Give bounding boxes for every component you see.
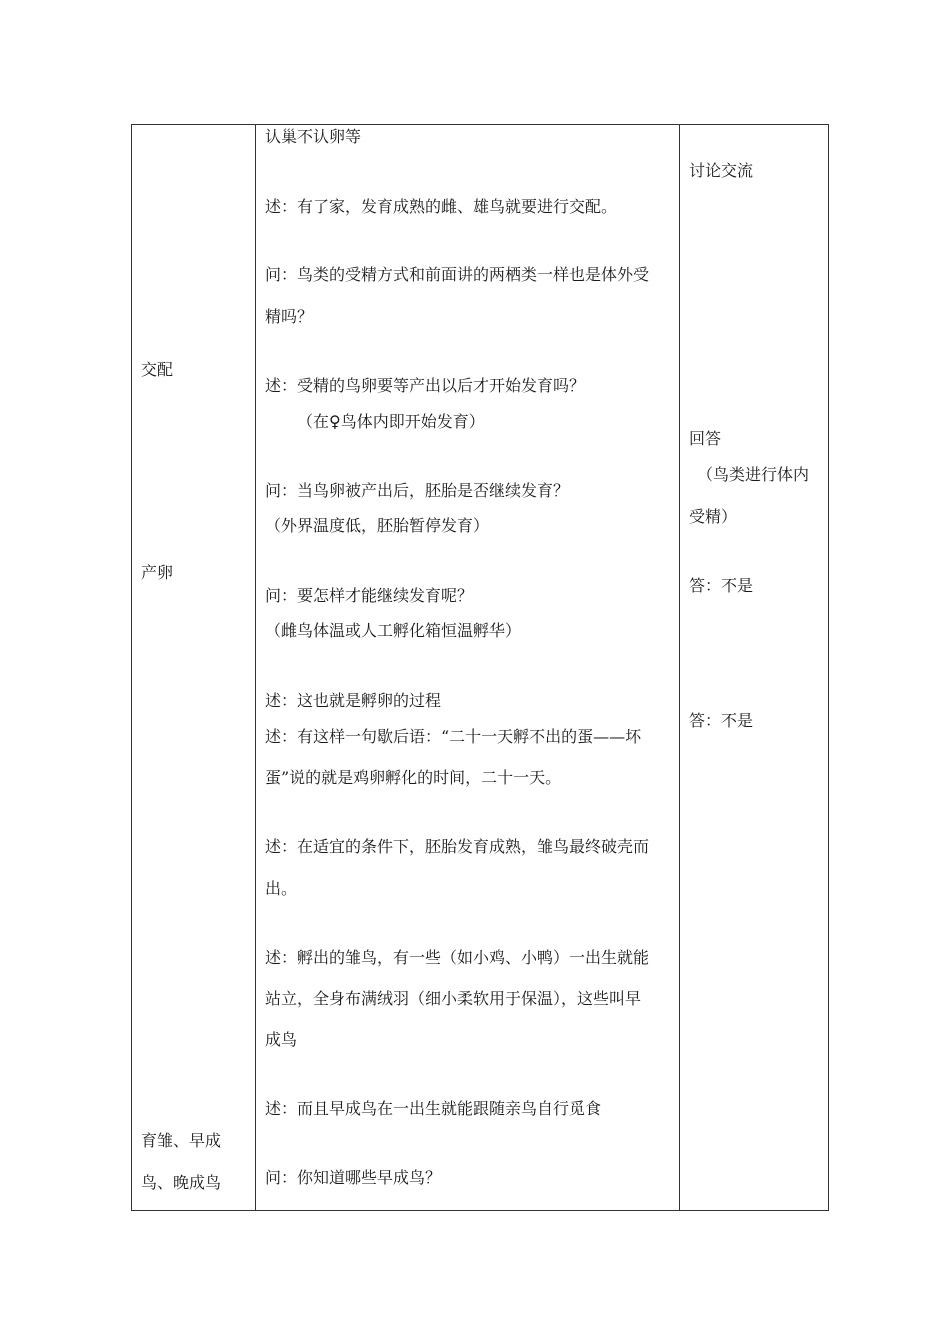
teacher-line: 述：受精的鸟卵要等产出以后才开始发育吗？	[265, 376, 586, 395]
teacher-line: 述：孵出的雏鸟，有一些（如小鸡、小鸭）一出生就能	[265, 948, 650, 967]
student-activity: 回答	[689, 429, 722, 448]
teacher-line: 问：你知道哪些早成鸟？	[265, 1168, 442, 1187]
student-activity: 受精）	[689, 507, 738, 526]
student-activity: （鸟类进行体内	[697, 465, 810, 484]
teacher-line: 蛋”说的就是鸡卵孵化的时间，二十一天。	[265, 768, 562, 787]
teacher-line: 述：有这样一句歇后语：“二十一天孵不出的蛋——坏	[265, 727, 642, 746]
topic-chick-rearing-line2: 鸟、晚成鸟	[141, 1173, 222, 1192]
column-divider-2	[679, 125, 680, 1210]
teacher-line: 站立，全身布满绒羽（细小柔软用于保温），这些叫早	[265, 989, 642, 1008]
teacher-line: 述：有了家，发育成熟的雌、雄鸟就要进行交配。	[265, 197, 618, 216]
teacher-line: 成鸟	[265, 1030, 298, 1049]
student-activity: 答：不是	[689, 711, 754, 730]
teacher-line: （外界温度低，胚胎暂停发育）	[265, 516, 490, 535]
teacher-line: （在♀鸟体内即开始发育）	[297, 412, 485, 431]
topic-egg-laying: 产卵	[141, 563, 174, 582]
student-activity: 答：不是	[689, 576, 754, 595]
student-activity: 讨论交流	[689, 161, 754, 180]
teacher-line: 认巢不认卵等	[265, 127, 362, 146]
teacher-line: （雌鸟体温或人工孵化箱恒温孵华）	[265, 621, 522, 640]
teacher-line: 述：在适宜的条件下，胚胎发育成熟，雏鸟最终破壳而	[265, 837, 650, 856]
teacher-line: 述：而且早成鸟在一出生就能跟随亲鸟自行觅食	[265, 1099, 602, 1118]
teacher-line: 问：要怎样才能继续发育呢？	[265, 586, 474, 605]
topic-mating: 交配	[141, 360, 174, 379]
teacher-line: 问：鸟类的受精方式和前面讲的两栖类一样也是体外受	[265, 265, 650, 284]
teacher-line: 述：这也就是孵卵的过程	[265, 691, 442, 710]
teacher-line: 问：当鸟卵被产出后，胚胎是否继续发育？	[265, 481, 570, 500]
topic-chick-rearing-line1: 育雏、早成	[141, 1131, 222, 1150]
column-divider-1	[255, 125, 256, 1210]
teacher-line: 出。	[265, 879, 298, 898]
lesson-table	[131, 124, 829, 1211]
teacher-line: 精吗？	[265, 307, 314, 326]
